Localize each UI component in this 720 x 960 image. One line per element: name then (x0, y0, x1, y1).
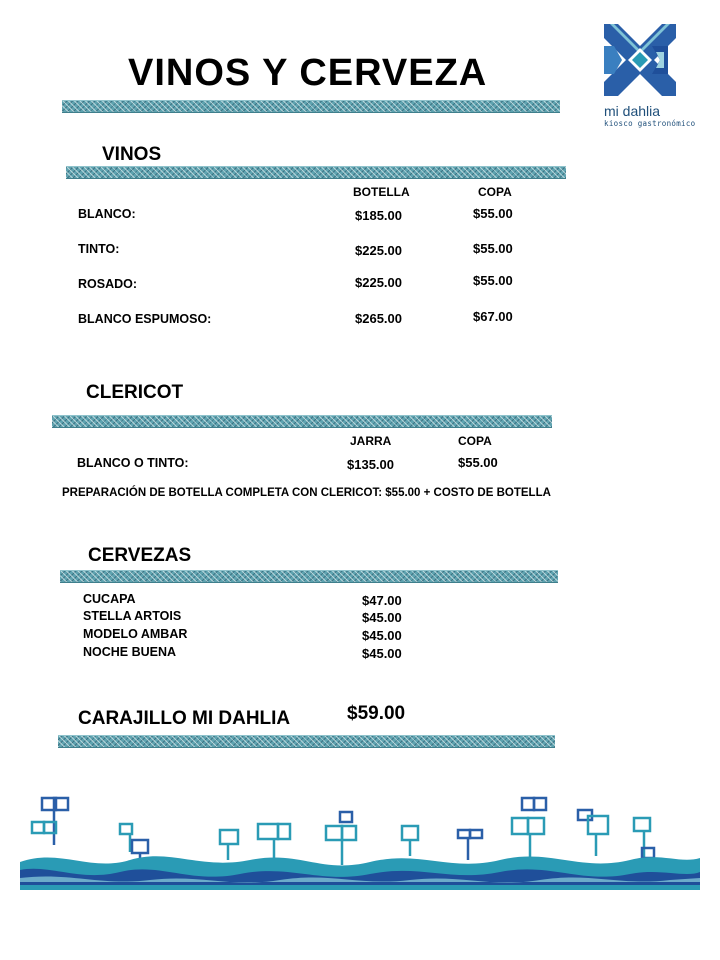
brand-logo (604, 24, 696, 128)
brand-subtitle: kiosco gastronómico (604, 119, 696, 128)
vinos-col-glass: COPA (478, 185, 512, 199)
title-divider (62, 100, 560, 113)
decorative-waves-footer (20, 790, 700, 890)
brand-name: mi dahlia (604, 103, 661, 119)
clericot-item-jar: $135.00 (347, 457, 394, 472)
cerveza-item-price: $45.00 (362, 628, 402, 643)
vinos-item-bottle: $225.00 (355, 243, 402, 258)
vinos-item-bottle: $265.00 (355, 311, 402, 326)
cerveza-item-price: $47.00 (362, 593, 402, 608)
flower-icon (32, 798, 654, 865)
cerveza-item-name: NOCHE BUENA (83, 645, 177, 659)
cervezas-divider (60, 570, 558, 583)
cerveza-item-price: $45.00 (362, 646, 402, 661)
vinos-col-bottle: BOTELLA (353, 185, 410, 199)
vinos-item-name: BLANCO ESPUMOSO: (78, 312, 212, 326)
carajillo-divider (58, 735, 555, 748)
vinos-item-glass: $55.00 (473, 273, 513, 288)
cervezas-heading: CERVEZAS (88, 545, 192, 566)
clericot-note: PREPARACIÓN DE BOTELLA COMPLETA CON CLERICOT: $55.00 + COSTO DE BOTELLA (62, 487, 551, 499)
cerveza-item-name: CUCAPA (83, 592, 136, 606)
clericot-item-name: BLANCO O TINTO: (77, 456, 189, 470)
vinos-item-glass: $55.00 (473, 206, 513, 221)
vinos-divider (66, 166, 566, 179)
clericot-col-jar: JARRA (350, 434, 392, 448)
vinos-item-name: BLANCO: (78, 207, 136, 221)
clericot-item-glass: $55.00 (458, 455, 498, 470)
vinos-item-glass: $55.00 (473, 241, 513, 256)
cerveza-item-price: $45.00 (362, 610, 402, 625)
vinos-item-bottle: $185.00 (355, 208, 402, 223)
carajillo-price: $59.00 (347, 703, 406, 724)
page-title: VINOS Y CERVEZA (128, 52, 488, 94)
clericot-heading: CLERICOT (86, 382, 184, 403)
vinos-item-glass: $67.00 (473, 309, 513, 324)
vinos-heading: VINOS (102, 144, 162, 165)
vinos-item-name: TINTO: (78, 242, 120, 256)
vinos-item-bottle: $225.00 (355, 275, 402, 290)
cerveza-item-name: MODELO AMBAR (83, 627, 188, 641)
cerveza-item-name: STELLA ARTOIS (83, 609, 182, 623)
carajillo-name: CARAJILLO MI DAHLIA (78, 708, 291, 729)
clericot-col-glass: COPA (458, 434, 492, 448)
vinos-item-name: ROSADO: (78, 277, 138, 291)
clericot-divider (52, 415, 552, 428)
logo-icon (604, 24, 676, 96)
